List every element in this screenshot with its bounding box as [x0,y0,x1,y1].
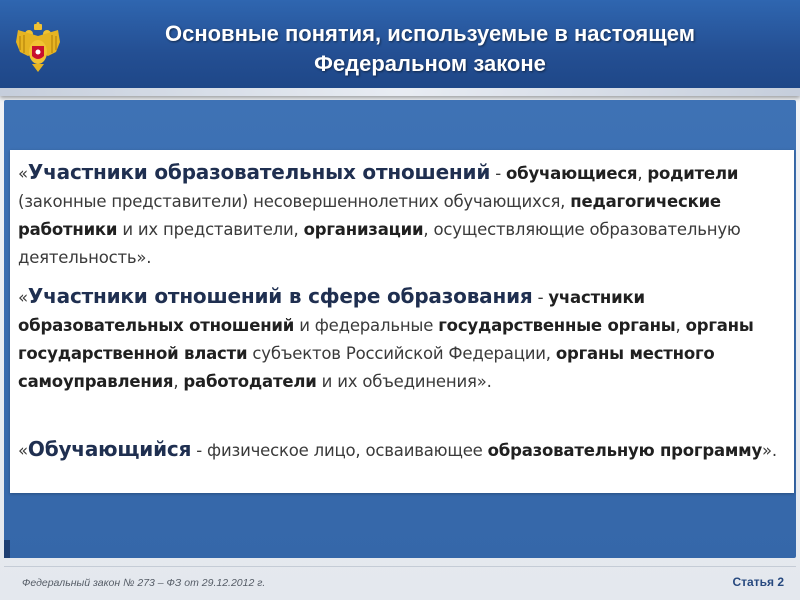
term: Обучающийся [27,437,192,461]
header-bar [0,0,800,96]
term: Участники отношений в сфере образования [27,284,533,308]
panel-edge-decoration [4,540,10,558]
definition-student: «Обучающийся - физическое лицо, осваивающее образовательную программу». [18,437,777,461]
footer-divider [4,566,796,567]
definitions-textbox [10,150,794,493]
russian-coat-of-arms-icon [14,22,62,74]
footer-article: Статья 2 [732,575,784,589]
header-stripe [0,88,800,96]
title-line-1: Основные понятия, используемые в настоящем [164,21,695,46]
definition-participants-educational-relations: «Участники образовательных отношений - обучающиеся, родители (законные представители) несовершеннолетних обучающихся, педагогические работники и их представители, организации, осуществляющие образовательную деятельность». [18,160,741,267]
page-title [80,19,780,79]
title-line-2: Федеральном законе [314,51,546,76]
definition-participants-education-sphere: «Участники отношений в сфере образования - участники образовательных отношений и федеральные государственные органы, органы государственной власти субъектов Российской Федерации, органы местного самоуправления, работодатели и их объединения». [18,284,754,391]
footer-law-reference: Федеральный закон № 273 – ФЗ от 29.12.2012 г. [22,577,266,589]
term: Участники образовательных отношений [27,160,491,184]
